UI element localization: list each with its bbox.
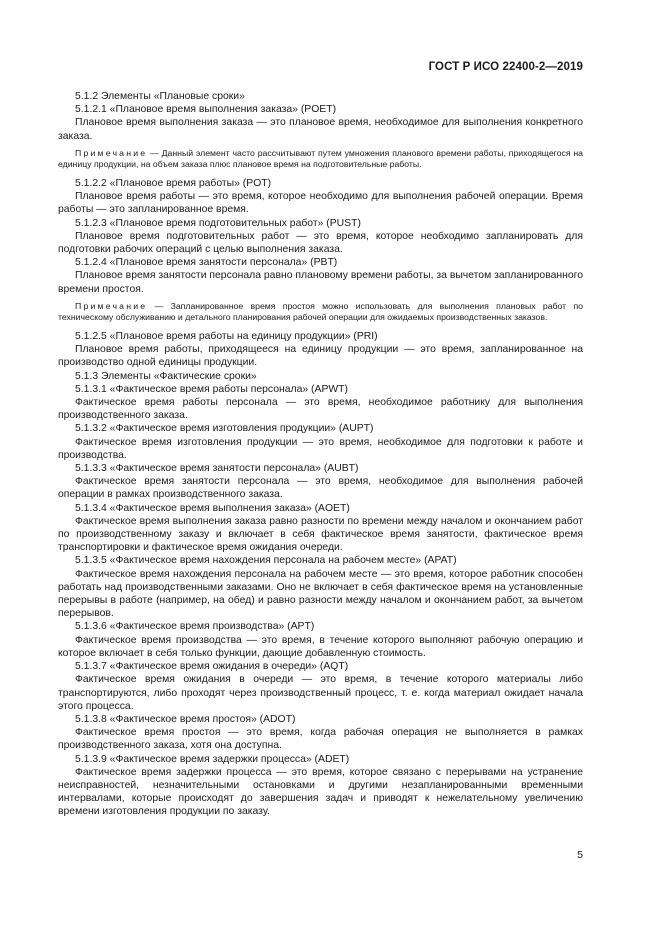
paragraph: Фактическое время работы персонала — это время, необходимое работнику для выполнения производственного заказа. bbox=[58, 397, 583, 422]
paragraph: Фактическое время простоя — это время, когда рабочая операция не выполняется в рамках производственного заказа, хотя она доступна. bbox=[58, 727, 583, 752]
paragraph: Плановое время подготовительных работ — это время, которое необходимо запланировать для подготовки рабочих операций с целью выполнения заказа. bbox=[58, 230, 583, 256]
paragraph: Фактическое время задержки процесса — это время, которое связано с перерывами на устранение неисправностей, незначительными остановками и другими незапланированными временными интервалами, которые происходят до завершения задач и приводят к нежелательному увеличению времени изготовления продукции по заказу. bbox=[58, 766, 583, 818]
paragraph: Плановое время работы — это время, которое необходимо для выполнения рабочей операции. Время работы — это запланированное время. bbox=[58, 191, 583, 216]
note bbox=[58, 148, 583, 171]
note-dash: — bbox=[147, 147, 162, 158]
paragraph: Плановое время занятости персонала равно плановому времени работы, за вычетом запланированного времени простоя. bbox=[58, 270, 583, 295]
document-code: ГОСТ Р ИСО 22400-2—2019 bbox=[428, 61, 583, 73]
subsection-heading: 5.1.3.9 «Фактическое время задержки процесса» (ADET) bbox=[75, 753, 350, 765]
paragraph: Фактическое время нахождения персонала на рабочем месте — это время, которое работник способен работать над производственными заказами. Оно не включает в себя фактическое время на установленные перерывы в работе (например, на обед) и равно разности между началом и окончанием работ, за вычетом перерывов. bbox=[58, 568, 583, 620]
paragraph: Фактическое время выполнения заказа равно разности по времени между началом и окончанием работ по производственному заказу и включает в себя фактическое время занятости, фактическое время транспортировки и фактическое время ожидания очереди. bbox=[58, 515, 583, 554]
paragraph: Фактическое время занятости персонала — это время, необходимое для выполнения рабочей операции в рамках производственного заказа. bbox=[58, 476, 583, 501]
note-text: Запланированное время простоя можно использовать для выполнения плановых работ по техническому обслуживанию и детального планирования рабочей операции для ожидаемых производственных заказов. bbox=[58, 300, 583, 323]
note-text: Данный элемент часто рассчитывают путем умножения планового времени работы, приходящегося на единицу продукции, на объем заказа плюс плановое время на подготовительные работы. bbox=[58, 147, 583, 170]
section-heading: 5.1.3 Элементы «Фактические сроки» bbox=[75, 370, 257, 382]
subsection-heading: 5.1.3.1 «Фактическое время работы персонала» (APWT) bbox=[75, 383, 348, 395]
subsection-heading: 5.1.3.7 «Фактическое время ожидания в очереди» (AQT) bbox=[75, 661, 349, 673]
subsection-heading: 5.1.2.4 «Плановое время занятости персонала» (PBT) bbox=[75, 257, 338, 269]
subsection-heading: 5.1.3.2 «Фактическое время изготовления продукции» (AUPT) bbox=[75, 423, 374, 435]
document-body bbox=[58, 90, 583, 819]
subsection-heading: 5.1.3.4 «Фактическое время выполнения заказа» (AOET) bbox=[75, 502, 350, 514]
subsection-heading: 5.1.2.3 «Плановое время подготовительных работ» (PUST) bbox=[75, 217, 361, 229]
note-dash: — bbox=[147, 300, 171, 311]
subsection-heading: 5.1.2.5 «Плановое время работы на единицу продукции» (PRI) bbox=[75, 331, 378, 343]
note bbox=[58, 301, 583, 324]
paragraph: Фактическое время ожидания в очереди — это время, в течение которого материалы либо транспортируются, либо проходят через производственный процесс, т. е. когда материал ожидает начала этого процесса. bbox=[58, 674, 583, 712]
paragraph: Фактическое время производства — это время, в течение которого выполняют рабочую операцию и которое включает в себя только функции, дающие добавленную стоимость. bbox=[58, 634, 583, 659]
subsection-heading: 5.1.3.5 «Фактическое время нахождения персонала на рабочем месте» (APAT) bbox=[75, 555, 457, 567]
subsection-heading: 5.1.2.2 «Плановое время работы» (POT) bbox=[75, 178, 272, 189]
note-label: Примечание bbox=[75, 300, 148, 311]
subsection-heading: 5.1.2.1 «Плановое время выполнения заказа» (POET) bbox=[75, 104, 337, 116]
section-heading: 5.1.2 Элементы «Плановые сроки» bbox=[75, 91, 245, 102]
subsection-heading: 5.1.3.3 «Фактическое время занятости персонала» (AUBT) bbox=[75, 463, 359, 475]
note-label: Примечание bbox=[75, 147, 148, 158]
paragraph: Плановое время работы, приходящееся на единицу продукции — это время, запланированное на производство одной единицы продукции. bbox=[58, 344, 583, 369]
paragraph: Плановое время выполнения заказа — это плановое время, необходимое для выполнения конкретного заказа. bbox=[58, 117, 583, 142]
page-number: 5 bbox=[577, 849, 583, 861]
paragraph: Фактическое время изготовления продукции — это время, необходимое для подготовки к работе и производства. bbox=[58, 436, 583, 461]
subsection-heading: 5.1.3.6 «Фактическое время производства» (APT) bbox=[75, 621, 315, 633]
subsection-heading: 5.1.3.8 «Фактическое время простоя» (ADOT) bbox=[75, 713, 296, 725]
